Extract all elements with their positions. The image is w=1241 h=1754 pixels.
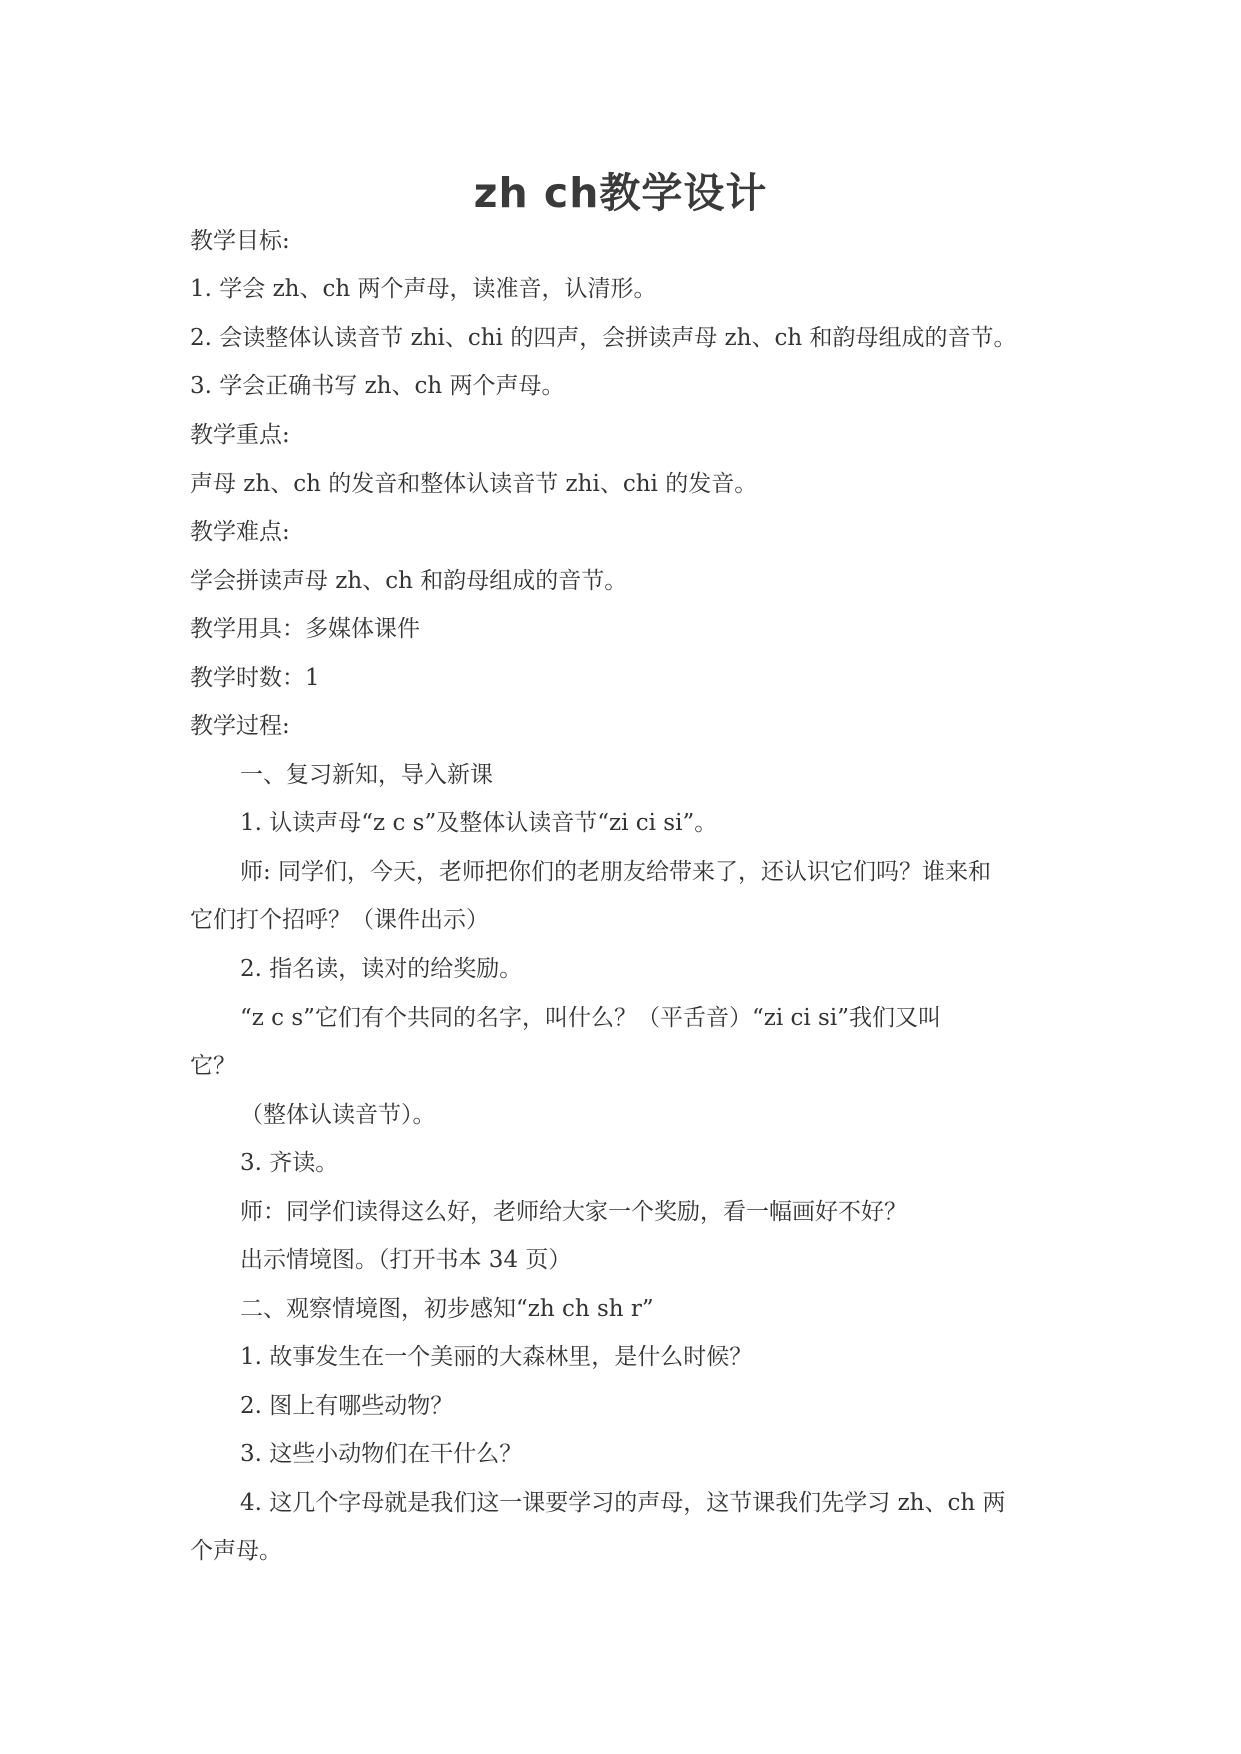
difficulty-text: 学会拼读声母 zh、ch 和韵母组成的音节。 bbox=[190, 568, 628, 594]
process-paragraph: 师: 同学们，今天，老师把你们的老朋友给带来了，还认识它们吗？谁来和 bbox=[240, 859, 992, 885]
goal-item-1: 1. 学会 zh、ch 两个声母，读准音，认清形。 bbox=[190, 276, 657, 302]
page-title: zh ch教学设计 bbox=[473, 169, 768, 217]
teaching-tools: 教学用具：多媒体课件 bbox=[190, 616, 420, 642]
process-section-1: 一、复习新知，导入新课 bbox=[240, 762, 493, 788]
process-step: 1. 故事发生在一个美丽的大森林里，是什么时候？ bbox=[240, 1344, 753, 1370]
process-paragraph: （整体认读音节）。 bbox=[240, 1102, 436, 1128]
process-paragraph-cont: 它？ bbox=[190, 1053, 236, 1079]
teaching-hours: 教学时数：1 bbox=[190, 665, 320, 691]
key-heading: 教学重点: bbox=[190, 422, 290, 448]
goal-item-3: 3. 学会正确书写 zh、ch 两个声母。 bbox=[190, 373, 565, 399]
process-step: 3. 齐读。 bbox=[240, 1150, 339, 1176]
goal-item-2: 2. 会读整体认读音节 zhi、chi 的四声，会拼读声母 zh、ch 和韵母组成的音节。 bbox=[190, 325, 1017, 351]
key-text: 声母 zh、ch 的发音和整体认读音节 zhi、chi 的发音。 bbox=[190, 471, 758, 497]
process-step: 1. 认读声母“z c s”及整体认读音节“zi ci si”。 bbox=[240, 810, 718, 836]
process-step: 2. 图上有哪些动物？ bbox=[240, 1393, 454, 1419]
process-paragraph-cont: 它们打个招呼？（课件出示） bbox=[190, 907, 489, 933]
process-paragraph: 出示情境图。（打开书本 34 页） bbox=[240, 1247, 572, 1273]
process-step: 4. 这几个字母就是我们这一课要学习的声母，这节课我们先学习 zh、ch 两 bbox=[240, 1490, 1006, 1516]
process-paragraph-cont: 个声母。 bbox=[190, 1538, 282, 1564]
process-heading: 教学过程: bbox=[190, 713, 290, 739]
process-paragraph: “z c s”它们有个共同的名字，叫什么？（平舌音）“zi ci si”我们又叫 bbox=[240, 1005, 941, 1031]
process-section-2: 二、观察情境图，初步感知“zh ch sh r” bbox=[240, 1296, 654, 1322]
process-step: 3. 这些小动物们在干什么？ bbox=[240, 1441, 523, 1467]
difficulty-heading: 教学难点: bbox=[190, 519, 290, 545]
process-step: 2. 指名读，读对的给奖励。 bbox=[240, 956, 523, 982]
process-paragraph: 师：同学们读得这么好，老师给大家一个奖励，看一幅画好不好？ bbox=[240, 1199, 907, 1225]
goals-heading: 教学目标: bbox=[190, 228, 290, 254]
